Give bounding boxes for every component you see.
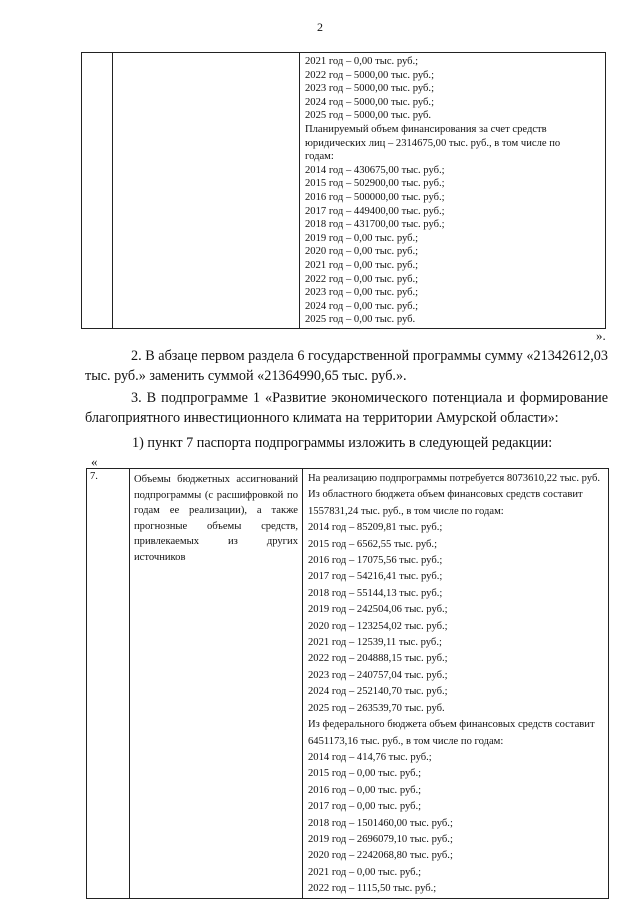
row-funding — [303, 469, 609, 899]
funding-line: 2023 год – 5000,00 тыс. руб.; — [305, 83, 435, 95]
row-label: Объемы бюджетных ассигнований подпрограммы (с расшифровкой по годам ее реализации), а также прогнозные объемы средств, привлекаемых из других источников — [130, 469, 303, 899]
funding-line: 2023 год – 0,00 тыс. руб.; — [305, 287, 419, 299]
funding-line: 2025 год – 5000,00 тыс. руб. — [305, 110, 432, 122]
funding-line: Планируемый объем финансирования за счет средств — [305, 123, 547, 135]
funding-line: 2015 год – 502900,00 тыс. руб.; — [305, 178, 445, 190]
paragraph-3-1: 1) пункт 7 паспорта подпрограммы изложить в следующей редакции: — [132, 435, 553, 451]
table-cell-number — [82, 53, 113, 329]
funding-line: 2024 год – 5000,00 тыс. руб.; — [305, 96, 435, 108]
regional-year-line: 2014 год – 85209,81 тыс. руб.; — [308, 522, 443, 534]
paragraph-3: 3. В подпрограмме 1 «Развитие экономического потенциала и формирование благоприятного инвестиционного климата на территории Амурской области»: — [85, 390, 608, 426]
regional-year-line: 2025 год – 263539,70 тыс. руб. — [308, 702, 445, 714]
federal-budget-lines — [308, 750, 604, 898]
paragraph-2: 2. В абзаце первом раздела 6 государственной программы сумму «21342612,03 тыс. руб.» заменить суммой «21364990,65 тыс. руб.». — [85, 348, 608, 384]
closing-quote: ». — [596, 328, 606, 343]
funding-line: 2017 год – 449400,00 тыс. руб.; — [305, 205, 445, 217]
funding-total: На реализацию подпрограммы потребуется 8073610,22 тыс. руб. — [308, 473, 600, 484]
federal-year-line: 2021 год – 0,00 тыс. руб.; — [308, 866, 422, 878]
regional-year-line: 2020 год – 123254,02 тыс. руб.; — [308, 620, 448, 632]
funding-line: 2024 год – 0,00 тыс. руб.; — [305, 300, 419, 312]
federal-year-line: 2016 год – 0,00 тыс. руб.; — [308, 784, 422, 796]
regional-year-line: 2015 год – 6562,55 тыс. руб.; — [308, 538, 438, 550]
funding-line: 2025 год – 0,00 тыс. руб. — [305, 314, 416, 326]
federal-year-line: 2014 год – 414,76 тыс. руб.; — [308, 751, 432, 763]
funding-line: 2022 год – 5000,00 тыс. руб.; — [305, 69, 435, 81]
federal-year-line: 2019 год – 2696079,10 тыс. руб.; — [308, 833, 453, 845]
funding-table-continued — [81, 52, 606, 329]
funding-line: 2018 год – 431700,00 тыс. руб.; — [305, 219, 445, 231]
funding-line: 2020 год – 0,00 тыс. руб.; — [305, 246, 419, 258]
regional-year-line: 2019 год – 242504,06 тыс. руб.; — [308, 604, 448, 616]
row-number: 7. — [87, 469, 130, 899]
opening-quote: « — [91, 454, 98, 469]
funding-line: юридических лиц – 2314675,00 тыс. руб., в том числе по — [305, 137, 561, 149]
page-number: 2 — [317, 20, 323, 34]
regional-year-line: 2021 год – 12539,11 тыс. руб.; — [308, 637, 442, 649]
regional-budget-lines — [308, 520, 604, 717]
regional-year-line: 2023 год – 240757,04 тыс. руб.; — [308, 669, 448, 681]
federal-intro: Из федерального бюджета объем финансовых средств составит 6451173,16 тыс. руб., в том числе по годам: — [308, 719, 595, 747]
funding-line: 2019 год – 0,00 тыс. руб.; — [305, 232, 419, 244]
subprogram-passport-table — [86, 468, 609, 899]
regional-year-line: 2016 год – 17075,56 тыс. руб.; — [308, 555, 443, 567]
federal-year-line: 2015 год – 0,00 тыс. руб.; — [308, 768, 422, 780]
federal-year-line: 2017 год – 0,00 тыс. руб.; — [308, 801, 422, 813]
federal-year-line: 2020 год – 2242068,80 тыс. руб.; — [308, 850, 453, 862]
regional-year-line: 2017 год – 54216,41 тыс. руб.; — [308, 571, 443, 583]
regional-intro: Из областного бюджета объем финансовых средств составит 1557831,24 тыс. руб., в том числе по годам: — [308, 489, 583, 517]
funding-line: 2021 год – 0,00 тыс. руб.; — [305, 259, 419, 271]
funding-line: 2022 год – 0,00 тыс. руб.; — [305, 273, 419, 285]
funding-lines — [305, 55, 601, 327]
regional-year-line: 2022 год – 204888,15 тыс. руб.; — [308, 653, 448, 665]
table-cell-label — [113, 53, 300, 329]
table-cell-funding — [300, 53, 606, 329]
funding-line: 2016 год – 500000,00 тыс. руб.; — [305, 191, 445, 203]
funding-line: 2014 год – 430675,00 тыс. руб.; — [305, 164, 445, 176]
funding-line: 2021 год – 0,00 тыс. руб.; — [305, 56, 419, 67]
funding-line: годам: — [305, 151, 334, 163]
regional-year-line: 2018 год – 55144,13 тыс. руб.; — [308, 587, 443, 599]
federal-year-line: 2022 год – 1115,50 тыс. руб.; — [308, 883, 437, 895]
federal-year-line: 2018 год – 1501460,00 тыс. руб.; — [308, 817, 453, 829]
regional-year-line: 2024 год – 252140,70 тыс. руб.; — [308, 686, 448, 698]
